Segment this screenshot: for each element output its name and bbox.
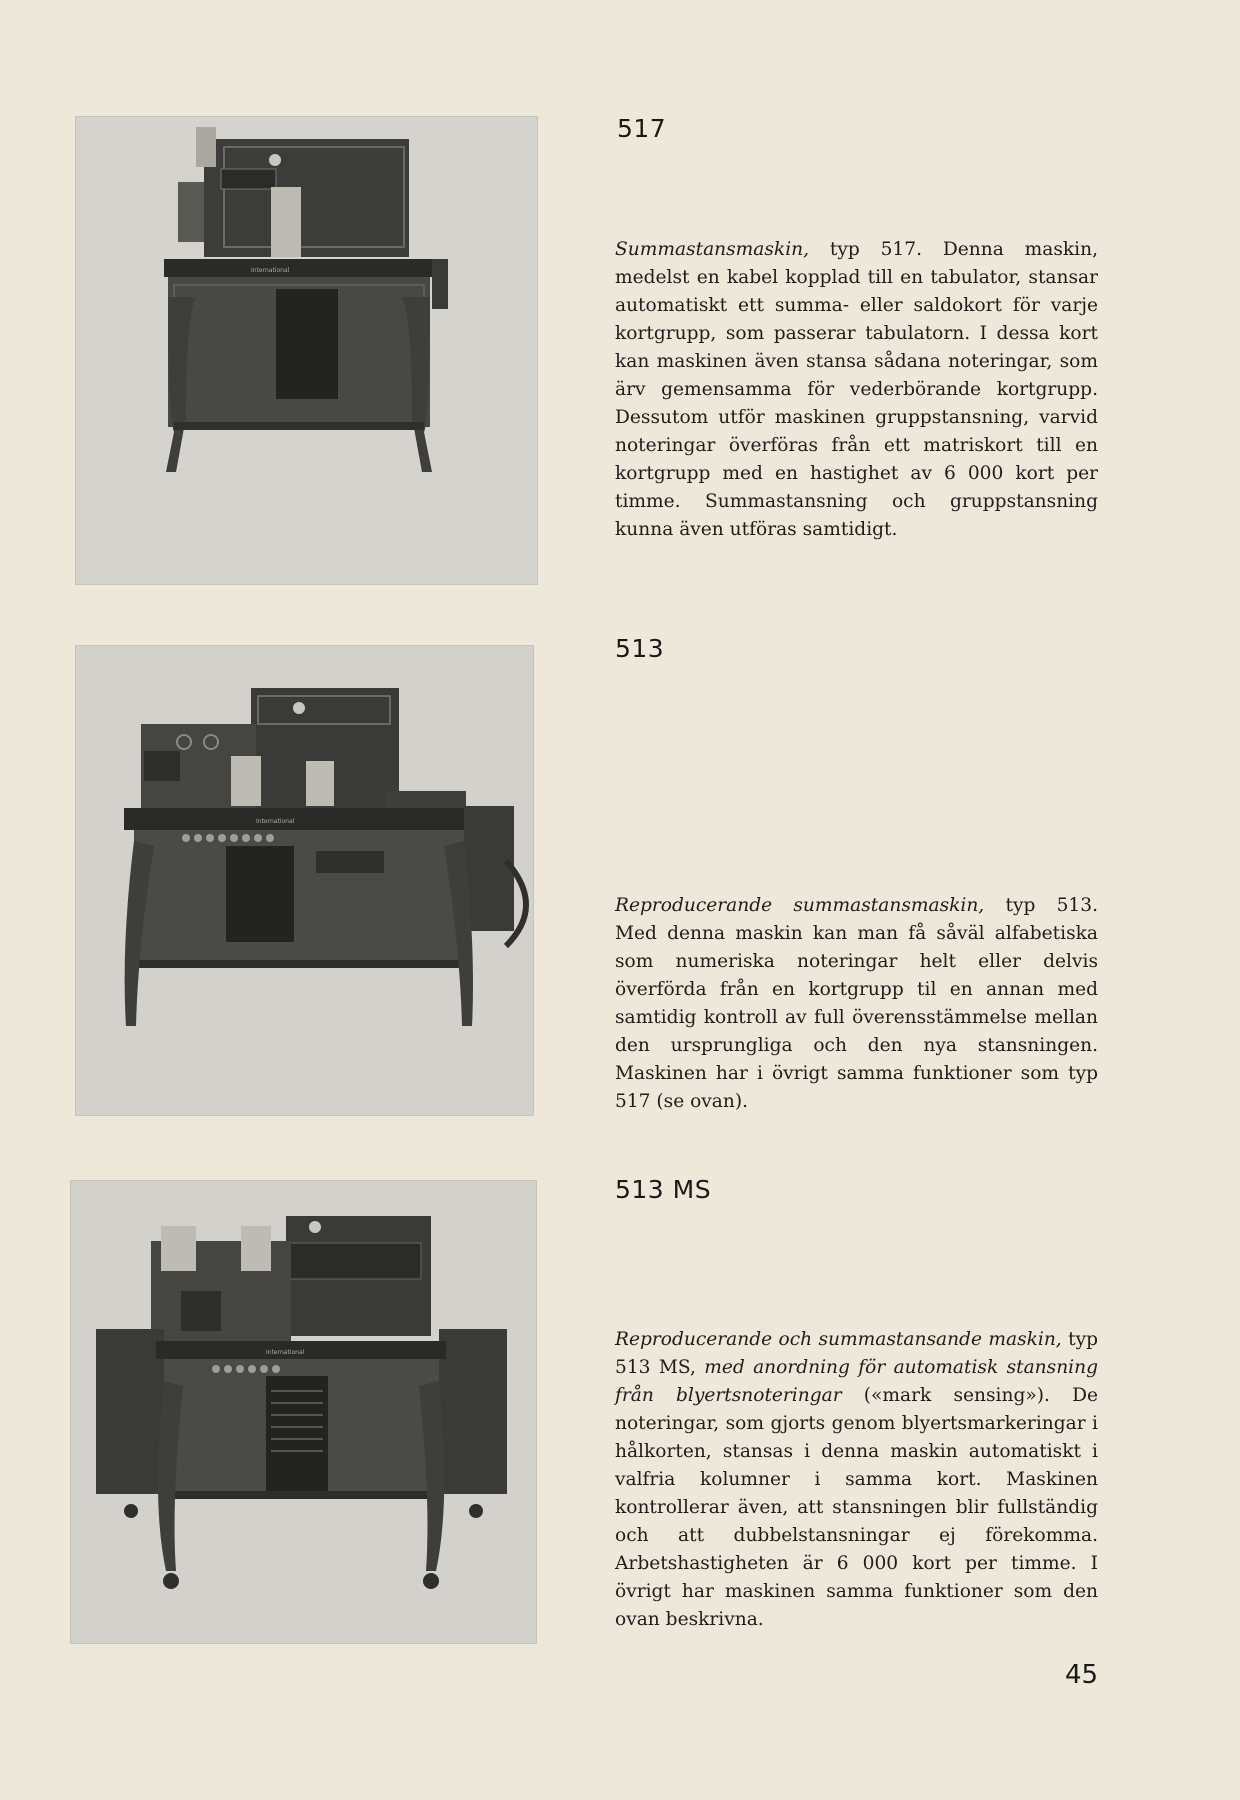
caption-text-513: typ 513. Med denna maskin kan man få såväl alfabetiska som numeriska noteringar helt eller delvis överförda från en kortgrupp til en annan med samtidig kontroll av full överensstämmelse mellan den ursprungliga och den nya stansningen. Maskinen har i övrigt samma funktioner som typ 517 (se ovan). — [615, 895, 1099, 1112]
caption-italic-513ms: Reproducerande och summastansande maskin, — [615, 1329, 1062, 1350]
photo-517 — [75, 116, 538, 585]
description-517 — [615, 236, 1098, 544]
model-label-513ms: 513 MS — [615, 1175, 712, 1204]
description-513 — [615, 892, 1098, 1116]
caption-italic-517: Summastansmaskin, — [615, 239, 810, 260]
page-number: 45 — [1065, 1660, 1099, 1690]
nameplate-513: International — [256, 818, 295, 825]
photo-513 — [75, 645, 534, 1116]
description-513ms — [615, 1326, 1098, 1634]
machine-517-illustration — [76, 117, 537, 584]
model-label-513: 513 — [615, 634, 665, 663]
caption-italic-2-513ms: med anordning för automatisk stansning från blyertsnoteringar — [615, 1357, 1098, 1406]
caption-italic-513: Reproducerande summastansmaskin, — [615, 895, 985, 916]
machine-513ms-illustration — [71, 1181, 536, 1643]
caption-text-1-513ms: typ 513 MS, — [615, 1329, 1098, 1378]
photo-513ms — [70, 1180, 537, 1644]
caption-text-513ms: («mark sensing»). De noteringar, som gjorts genom blyertsmarkeringar i hålkorten, stansas i denna maskin automatiskt i valfria kolumner i samma kort. Maskinen kontrollerar även, att stansningen blir fullständig och att dubbelstansningar ej förekomma. Arbetshastigheten är 6 000 kort per timme. I övrigt har maskinen samma funktioner som den ovan beskrivna. — [615, 1385, 1098, 1630]
model-label-517: 517 — [617, 114, 667, 143]
caption-text-517: typ 517. Denna maskin, medelst en kabel kopplad till en tabulator, stansar automatiskt ett summa- eller saldokort för varje kortgrupp, som passerar tabulatorn. I dessa kort kan maskinen även stansa sådana noteringar, som ärv gemensamma för vederbörande kortgrupp. Dessutom utför maskinen gruppstansning, varvid noteringar överföras från ett matriskort till en kortgrupp med en hastighet av 6 000 kort per timme. Summastansning och gruppstansning kunna även utföras samtidigt. — [615, 239, 1098, 540]
machine-513-illustration — [76, 646, 533, 1115]
nameplate-513ms: International — [266, 1349, 305, 1356]
nameplate-517: International — [251, 267, 290, 274]
